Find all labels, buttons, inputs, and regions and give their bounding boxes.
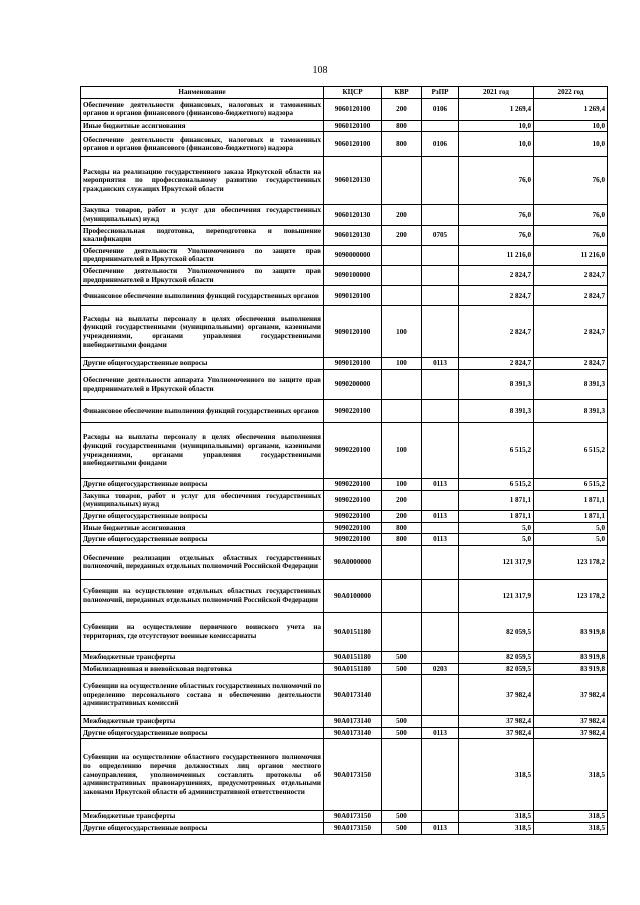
row-name: Межбюджетные трансферты — [81, 811, 324, 823]
row-name: Закупка товаров, работ и услуг для обеспечения государственных (муниципальных) нужд — [81, 205, 324, 225]
row-rzpr — [422, 811, 459, 823]
row-rzpr — [422, 266, 459, 286]
row-amount-2021: 82 059,5 — [459, 663, 534, 675]
row-kvr: 800 — [382, 120, 422, 132]
row-rzpr: 0203 — [422, 663, 459, 675]
row-kcsr: 9060120130 — [324, 157, 382, 205]
row-kcsr: 9090220100 — [324, 490, 382, 510]
row-kcsr: 9090120100 — [324, 306, 382, 358]
row-rzpr — [422, 651, 459, 663]
row-rzpr — [422, 245, 459, 265]
row-amount-2022: 83 919,8 — [534, 651, 608, 663]
row-amount-2021: 5,0 — [459, 534, 534, 546]
header-year-2021: 2021 год — [459, 87, 534, 99]
row-kcsr: 90А0173150 — [324, 811, 382, 823]
row-rzpr: 0113 — [422, 534, 459, 546]
row-kvr: 200 — [382, 205, 422, 225]
row-amount-2022: 8 391,3 — [534, 370, 608, 400]
table-row — [81, 157, 608, 205]
header-kvr: КВР — [382, 87, 422, 99]
row-kcsr: 9090220100 — [324, 400, 382, 423]
row-rzpr — [422, 286, 459, 306]
row-rzpr — [422, 545, 459, 579]
row-kcsr: 9090220100 — [324, 510, 382, 522]
row-amount-2022: 76,0 — [534, 225, 608, 245]
table-row — [81, 120, 608, 132]
row-amount-2021: 318,5 — [459, 823, 534, 835]
row-rzpr: 0113 — [422, 510, 459, 522]
row-name: Иные бюджетные ассигнования — [81, 522, 324, 534]
row-name: Обеспечение деятельности финансовых, налоговых и таможенных органов и органов финансового (финансово-бюджетного) надзора — [81, 98, 324, 120]
row-amount-2022: 11 216,0 — [534, 245, 608, 265]
row-kvr: 500 — [382, 716, 422, 728]
row-name: Другие общегосударственные вопросы — [81, 358, 324, 370]
row-rzpr: 0705 — [422, 225, 459, 245]
table-row — [81, 98, 608, 120]
row-kvr: 200 — [382, 225, 422, 245]
table-row — [81, 675, 608, 716]
budget-table — [80, 86, 608, 835]
row-kvr: 100 — [382, 358, 422, 370]
row-name: Другие общегосударственные вопросы — [81, 479, 324, 491]
row-amount-2021: 1 871,1 — [459, 490, 534, 510]
row-rzpr: 0106 — [422, 98, 459, 120]
row-amount-2022: 6 515,2 — [534, 423, 608, 479]
row-kcsr: 9090220100 — [324, 423, 382, 479]
row-amount-2021: 37 982,4 — [459, 727, 534, 739]
row-amount-2022: 318,5 — [534, 823, 608, 835]
row-kvr — [382, 612, 422, 651]
row-amount-2021: 5,0 — [459, 522, 534, 534]
row-amount-2021: 318,5 — [459, 739, 534, 811]
row-kvr: 100 — [382, 423, 422, 479]
row-amount-2022: 1 269,4 — [534, 98, 608, 120]
row-amount-2022: 123 178,2 — [534, 545, 608, 579]
row-amount-2022: 37 982,4 — [534, 727, 608, 739]
row-name: Финансовое обеспечение выполнения функций государственных органов — [81, 286, 324, 306]
table-row — [81, 545, 608, 579]
row-name: Другие общегосударственные вопросы — [81, 727, 324, 739]
row-kcsr: 9060120100 — [324, 132, 382, 157]
table-row — [81, 423, 608, 479]
row-rzpr: 0113 — [422, 727, 459, 739]
row-kvr — [382, 675, 422, 716]
row-kvr: 100 — [382, 479, 422, 491]
table-row — [81, 739, 608, 811]
row-amount-2021: 76,0 — [459, 225, 534, 245]
row-name: Межбюджетные трансферты — [81, 716, 324, 728]
table-row — [81, 716, 608, 728]
row-amount-2022: 2 824,7 — [534, 286, 608, 306]
row-amount-2022: 76,0 — [534, 157, 608, 205]
row-kcsr: 90А0151180 — [324, 651, 382, 663]
table-row — [81, 358, 608, 370]
row-rzpr: 0113 — [422, 479, 459, 491]
row-amount-2022: 6 515,2 — [534, 479, 608, 491]
table-row — [81, 663, 608, 675]
row-amount-2022: 123 178,2 — [534, 579, 608, 612]
page-number: 108 — [312, 65, 328, 76]
row-amount-2021: 2 824,7 — [459, 266, 534, 286]
row-kcsr: 9090220100 — [324, 522, 382, 534]
row-amount-2022: 2 824,7 — [534, 306, 608, 358]
row-rzpr — [422, 423, 459, 479]
row-amount-2021: 37 982,4 — [459, 716, 534, 728]
row-name: Межбюджетные трансферты — [81, 651, 324, 663]
header-kcsr: КЦСР — [324, 87, 382, 99]
table-row — [81, 510, 608, 522]
row-kvr: 500 — [382, 811, 422, 823]
row-kvr: 100 — [382, 306, 422, 358]
row-kvr: 200 — [382, 490, 422, 510]
table-row — [81, 370, 608, 400]
row-amount-2022: 10,0 — [534, 132, 608, 157]
table-row — [81, 612, 608, 651]
row-name: Обеспечение деятельности финансовых, налоговых и таможенных органов и органов финансового (финансово-бюджетного) надзора — [81, 132, 324, 157]
row-kcsr: 90А0100000 — [324, 579, 382, 612]
row-amount-2021: 82 059,5 — [459, 612, 534, 651]
row-kcsr: 90А0000000 — [324, 545, 382, 579]
row-rzpr — [422, 739, 459, 811]
row-kvr: 500 — [382, 663, 422, 675]
row-name: Расходы на выплаты персоналу в целях обеспечения выполнения функций государственными (муниципальными) органами, казенными учреждениями, органами управления государственными внебюджетными фондами — [81, 423, 324, 479]
row-amount-2022: 37 982,4 — [534, 716, 608, 728]
table-row — [81, 811, 608, 823]
row-rzpr — [422, 612, 459, 651]
row-amount-2021: 2 824,7 — [459, 306, 534, 358]
row-kcsr: 9090100000 — [324, 266, 382, 286]
row-amount-2021: 11 216,0 — [459, 245, 534, 265]
row-name: Другие общегосударственные вопросы — [81, 534, 324, 546]
row-kcsr: 9090000000 — [324, 245, 382, 265]
row-name: Иные бюджетные ассигнования — [81, 120, 324, 132]
row-kcsr: 9090220100 — [324, 534, 382, 546]
row-kvr: 800 — [382, 534, 422, 546]
row-rzpr — [422, 716, 459, 728]
row-amount-2022: 83 919,8 — [534, 612, 608, 651]
row-amount-2021: 121 317,9 — [459, 579, 534, 612]
row-kvr — [382, 579, 422, 612]
table-row — [81, 490, 608, 510]
row-rzpr — [422, 522, 459, 534]
row-amount-2021: 2 824,7 — [459, 358, 534, 370]
table-body — [81, 98, 608, 834]
row-kvr: 200 — [382, 98, 422, 120]
row-kvr: 200 — [382, 510, 422, 522]
row-rzpr: 0106 — [422, 132, 459, 157]
table-header — [81, 87, 608, 99]
table-row — [81, 479, 608, 491]
row-rzpr — [422, 579, 459, 612]
row-kvr: 800 — [382, 522, 422, 534]
row-amount-2021: 318,5 — [459, 811, 534, 823]
row-name: Другие общегосударственные вопросы — [81, 823, 324, 835]
row-kvr — [382, 370, 422, 400]
row-name: Субвенции на осуществление областного государственного полномочия по определению перечня должностных лиц органов местного самоуправления, уполномоченных составлять протоколы об административных правонарушениях, предусмотренных отдельными законами Иркутской области об административной ответственности — [81, 739, 324, 811]
row-amount-2021: 6 515,2 — [459, 479, 534, 491]
table-row — [81, 727, 608, 739]
row-amount-2022: 5,0 — [534, 522, 608, 534]
table-row — [81, 245, 608, 265]
row-kcsr: 90А0173140 — [324, 727, 382, 739]
table-row — [81, 306, 608, 358]
row-amount-2021: 1 871,1 — [459, 510, 534, 522]
row-rzpr — [422, 490, 459, 510]
row-name: Мобилизационная и вневойсковая подготовка — [81, 663, 324, 675]
row-name: Финансовое обеспечение выполнения функций государственных органов — [81, 400, 324, 423]
row-amount-2022: 76,0 — [534, 205, 608, 225]
row-rzpr: 0113 — [422, 823, 459, 835]
row-amount-2021: 82 059,5 — [459, 651, 534, 663]
row-rzpr — [422, 400, 459, 423]
row-amount-2021: 76,0 — [459, 157, 534, 205]
row-rzpr — [422, 120, 459, 132]
header-name: Наименование — [81, 87, 324, 99]
row-kcsr: 9090220100 — [324, 479, 382, 491]
row-amount-2021: 10,0 — [459, 120, 534, 132]
row-kvr — [382, 286, 422, 306]
row-name: Расходы на выплаты персоналу в целях обеспечения выполнения функций государственными (муниципальными) органами, казенными учреждениями, органами управления государственными внебюджетными фондами — [81, 306, 324, 358]
row-kvr — [382, 245, 422, 265]
row-name: Субвенции на осуществление областных государственных полномочий по определению персонального состава и обеспечению деятельности административных комиссий — [81, 675, 324, 716]
row-name: Обеспечение реализации отдельных областных государственных полномочий, переданных отдельных полномочий Российской Федерации — [81, 545, 324, 579]
row-amount-2021: 2 824,7 — [459, 286, 534, 306]
row-rzpr: 0113 — [422, 358, 459, 370]
row-amount-2021: 6 515,2 — [459, 423, 534, 479]
row-amount-2021: 8 391,3 — [459, 400, 534, 423]
row-name: Обеспечение деятельности аппарата Уполномоченного по защите прав предпринимателей в Иркутской области — [81, 370, 324, 400]
row-kcsr: 9090120100 — [324, 286, 382, 306]
row-amount-2022: 8 391,3 — [534, 400, 608, 423]
row-kvr — [382, 400, 422, 423]
row-kcsr: 90А0173150 — [324, 739, 382, 811]
table-row — [81, 651, 608, 663]
row-kvr: 500 — [382, 823, 422, 835]
table-row — [81, 534, 608, 546]
row-rzpr — [422, 205, 459, 225]
row-kcsr: 9090200000 — [324, 370, 382, 400]
row-kvr: 800 — [382, 132, 422, 157]
row-rzpr — [422, 306, 459, 358]
table-row — [81, 266, 608, 286]
row-kcsr: 9060120130 — [324, 205, 382, 225]
row-amount-2022: 318,5 — [534, 739, 608, 811]
table-row — [81, 205, 608, 225]
header-rzpr: РзПР — [422, 87, 459, 99]
row-amount-2021: 8 391,3 — [459, 370, 534, 400]
row-kcsr: 90А0173140 — [324, 716, 382, 728]
header-row — [81, 87, 608, 99]
row-kcsr: 9060120100 — [324, 98, 382, 120]
row-name: Субвенции на осуществление первичного воинского учета на территориях, где отсутствуют военные комиссариаты — [81, 612, 324, 651]
row-rzpr — [422, 675, 459, 716]
row-name: Закупка товаров, работ и услуг для обеспечения государственных (муниципальных) нужд — [81, 490, 324, 510]
table-row — [81, 823, 608, 835]
row-amount-2022: 1 871,1 — [534, 490, 608, 510]
row-amount-2021: 76,0 — [459, 205, 534, 225]
row-kvr: 500 — [382, 651, 422, 663]
header-year-2022: 2022 год — [534, 87, 608, 99]
table-row — [81, 225, 608, 245]
row-name: Субвенции на осуществление отдельных областных государственных полномочий, переданных отдельных полномочий Российской Федерации — [81, 579, 324, 612]
table-row — [81, 522, 608, 534]
row-amount-2021: 121 317,9 — [459, 545, 534, 579]
row-kcsr: 9060120130 — [324, 225, 382, 245]
row-kcsr: 9090120100 — [324, 358, 382, 370]
table-row — [81, 286, 608, 306]
row-amount-2022: 318,5 — [534, 811, 608, 823]
row-kvr — [382, 545, 422, 579]
row-name: Обеспечение деятельности Уполномоченного по защите прав предпринимателей в Иркутской области — [81, 266, 324, 286]
row-amount-2021: 37 982,4 — [459, 675, 534, 716]
row-name: Обеспечение деятельности Уполномоченного по защите прав предпринимателей в Иркутской области — [81, 245, 324, 265]
row-kvr: 500 — [382, 727, 422, 739]
row-kcsr: 90А0173140 — [324, 675, 382, 716]
row-kvr — [382, 157, 422, 205]
row-amount-2022: 2 824,7 — [534, 266, 608, 286]
row-kvr — [382, 739, 422, 811]
row-kcsr: 90А0151180 — [324, 612, 382, 651]
row-kcsr: 9060120100 — [324, 120, 382, 132]
row-kcsr: 90А0151180 — [324, 663, 382, 675]
table-row — [81, 579, 608, 612]
row-rzpr — [422, 370, 459, 400]
row-kcsr: 90А0173150 — [324, 823, 382, 835]
row-amount-2021: 10,0 — [459, 132, 534, 157]
row-amount-2022: 1 871,1 — [534, 510, 608, 522]
row-amount-2022: 83 919,8 — [534, 663, 608, 675]
row-amount-2022: 2 824,7 — [534, 358, 608, 370]
row-kvr — [382, 266, 422, 286]
row-amount-2021: 1 269,4 — [459, 98, 534, 120]
row-amount-2022: 37 982,4 — [534, 675, 608, 716]
row-name: Профессиональная подготовка, переподготовка и повышение квалификации — [81, 225, 324, 245]
row-amount-2022: 10,0 — [534, 120, 608, 132]
row-amount-2022: 5,0 — [534, 534, 608, 546]
table-row — [81, 400, 608, 423]
row-name: Другие общегосударственные вопросы — [81, 510, 324, 522]
row-name: Расходы на реализацию государственного заказа Иркутской области на мероприятия по профессиональному развитию государственных гражданских служащих Иркутской области — [81, 157, 324, 205]
row-rzpr — [422, 157, 459, 205]
table-row — [81, 132, 608, 157]
